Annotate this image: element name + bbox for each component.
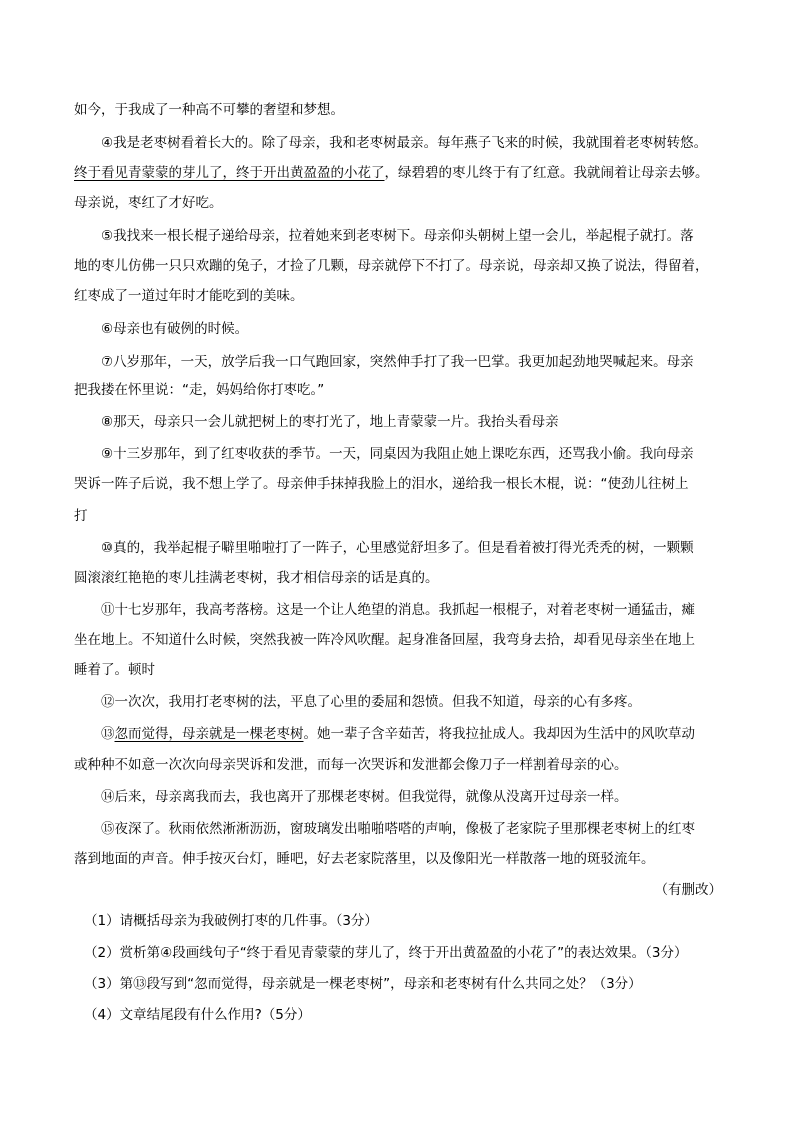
paragraph-5-line-1: ⑤我找来一根长棍子递给母亲，拉着她来到老枣树下。母亲仰头朝树上望一会儿，举起棍子就打。落 <box>74 228 694 244</box>
paragraph-8: ⑧那天，母亲只一会儿就把树上的枣打光了，地上青蒙蒙一片。我抬头看母亲 <box>74 414 559 430</box>
paragraph-number: ⑬ <box>74 726 115 742</box>
question-2: （2）赏析第④段画线句子“终于看见青蒙蒙的芽儿了，终于开出黄盈盈的小花了”的表达效果。（3分） <box>84 945 688 961</box>
paragraph-text: ，绿碧碧的枣儿终于有了红意。我就闹着让母亲去够。 <box>384 165 709 181</box>
question-1: （1）请概括母亲为我破例打枣的几件事。（3分） <box>84 913 378 929</box>
paragraph-15-line-2: 落到地面的声音。伸手按灭台灯，睡吧，好去老家院落里，以及像阳光一样散落一地的斑驳流年。 <box>74 851 655 867</box>
paragraph-4-line-2 <box>74 163 724 183</box>
paragraph-5-line-2: 地的枣儿仿佛一只只欢蹦的兔子，才捡了几颗，母亲就停下不打了。母亲说，母亲却又换了说法，得留着， <box>74 258 709 274</box>
paragraph-10-line-2: 圆滚滚红艳艳的枣儿挂满老枣树，我才相信母亲的话是真的。 <box>74 570 439 586</box>
paragraph-9-line-3: 打 <box>74 508 88 524</box>
question-4: （4）文章结尾段有什么作用?（5分） <box>84 1007 311 1023</box>
paragraph-11-line-3: 睡着了。顿时 <box>74 662 155 678</box>
paragraph-10-line-1: ⑩真的，我举起棍子噼里啪啦打了一阵子，心里感觉舒坦多了。但是看着被打得光秃秃的树，一颗颗 <box>74 540 694 556</box>
paragraph-4-line-3: 母亲说，枣红了才好吃。 <box>74 195 223 211</box>
source-note: （有删改） <box>654 882 722 898</box>
paragraph-11-line-2: 坐在地上。不知道什么时候，突然我被一阵冷风吹醒。起身准备回屋，我弯身去拾，却看见母亲坐在地上 <box>74 632 695 648</box>
paragraph-12: ⑫一次次，我用打老枣树的法，平息了心里的委屈和怨愤。但我不知道，母亲的心有多疼。 <box>74 694 641 710</box>
paragraph-6: ⑥母亲也有破例的时候。 <box>74 321 249 337</box>
paragraph-15-line-1: ⑮夜深了。秋雨依然淅淅沥沥，窗玻璃发出啪啪嗒嗒的声响，像极了老家院子里那棵老枣树上的红枣 <box>74 821 695 837</box>
question-3: （3）第⑬段写到“忽而觉得，母亲就是一棵老枣树”，母亲和老枣树有什么共同之处？（3分） <box>84 976 642 992</box>
paragraph-7-line-1: ⑦八岁那年，一天，放学后我一口气跑回家，突然伸手打了我一巴掌。我更加起劲地哭喊起来。母亲 <box>74 354 694 370</box>
paragraph-9-line-2: 哭诉一阵子后说，我不想上学了。母亲伸手抹掉我脸上的泪水，递给我一根长木棍，说：“使劲儿往树上 <box>74 476 689 492</box>
paragraph-4-line-1: ④我是老枣树看着长大的。除了母亲，我和老枣树最亲。每年燕子飞来的时候，我就围着老枣树转悠。 <box>74 135 708 151</box>
paragraph-7-line-2: 把我搂在怀里说：“走，妈妈给你打枣吃。” <box>74 382 325 398</box>
underlined-sentence: 终于看见青蒙蒙的芽儿了，终于开出黄盈盈的小花了 <box>74 165 385 181</box>
paragraph-13-line-2: 或种种不如意一次次向母亲哭诉和发泄，而每一次哭诉和发泄都会像刀子一样割着母亲的心。 <box>74 757 628 773</box>
paragraph-5-line-3: 红枣成了一道过年时才能吃到的美味。 <box>74 288 304 304</box>
paragraph-9-line-1: ⑨十三岁那年，到了红枣收获的季节。一天，同桌因为我阻止她上课吃东西，还骂我小偷。我向母亲 <box>74 446 694 462</box>
paragraph-13-line-1 <box>74 724 724 744</box>
paragraph-line: 如今，于我成了一种高不可攀的奢望和梦想。 <box>74 102 344 118</box>
paragraph-text: 。她一辈子含辛茹苦，将我拉扯成人。我却因为生活中的风吹草动 <box>303 726 695 742</box>
paragraph-14: ⑭后来，母亲离我而去，我也离开了那棵老枣树。但我觉得，就像从没离开过母亲一样。 <box>74 789 628 805</box>
underlined-sentence: 忽而觉得，母亲就是一棵老枣树 <box>114 726 304 742</box>
paragraph-11-line-1: ⑪十七岁那年，我高考落榜。这是一个让人绝望的消息。我抓起一根棍子，对着老枣树一通猛击，瘫 <box>74 602 695 618</box>
